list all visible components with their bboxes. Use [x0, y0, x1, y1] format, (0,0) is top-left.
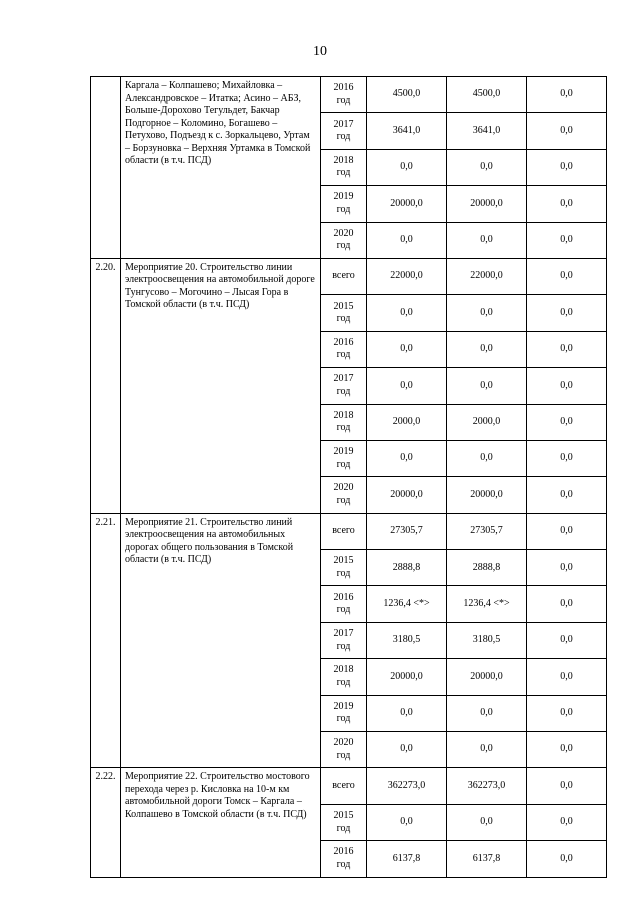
other-cell: 0,0 — [527, 222, 607, 258]
year-cell — [321, 659, 367, 695]
year-cell — [321, 841, 367, 877]
year-cell — [321, 222, 367, 258]
year-number: 2015 — [333, 810, 354, 821]
regional-cell: 22000,0 — [447, 258, 527, 294]
year-number: 2016 — [333, 336, 354, 348]
total-cell: 3180,5 — [367, 622, 447, 658]
regional-cell: 27305,7 — [447, 513, 527, 549]
year-cell — [321, 149, 367, 185]
total-cell: 2000,0 — [367, 404, 447, 440]
regional-cell: 0,0 — [447, 368, 527, 404]
item-number — [91, 77, 121, 259]
total-cell: 0,0 — [367, 368, 447, 404]
other-cell: 0,0 — [527, 804, 607, 840]
total-cell: 20000,0 — [367, 659, 447, 695]
regional-cell: 20000,0 — [447, 659, 527, 695]
year-number: 2018 — [333, 664, 354, 676]
other-cell: 0,0 — [527, 513, 607, 549]
total-cell: 0,0 — [367, 695, 447, 731]
year-word: год — [336, 494, 351, 506]
other-cell: 0,0 — [527, 768, 607, 804]
other-cell: 0,0 — [527, 550, 607, 586]
year-number: 2019 — [333, 191, 354, 203]
other-cell: 0,0 — [527, 477, 607, 513]
year-number: 2015 — [333, 555, 354, 567]
year-word: год — [336, 167, 351, 179]
year-word: год — [336, 858, 351, 870]
year-cell: всего — [321, 258, 367, 294]
other-cell: 0,0 — [527, 368, 607, 404]
year-cell — [321, 331, 367, 367]
total-cell: 20000,0 — [367, 477, 447, 513]
item-number: 2.22. — [91, 768, 121, 877]
total-cell: 0,0 — [367, 222, 447, 258]
item-number: 2.20. — [91, 258, 121, 513]
regional-cell: 0,0 — [447, 295, 527, 331]
year-number: 2019 — [333, 446, 354, 458]
total-cell: 0,0 — [367, 440, 447, 476]
year-cell — [321, 586, 367, 622]
year-cell — [321, 77, 367, 113]
year-word: год — [336, 313, 351, 325]
year-word: год — [336, 458, 351, 470]
year-cell — [321, 804, 367, 840]
year-cell — [321, 295, 367, 331]
regional-cell: 0,0 — [447, 695, 527, 731]
regional-cell: 20000,0 — [447, 186, 527, 222]
regional-cell: 1236,4 <*> — [447, 586, 527, 622]
year-word: год — [336, 131, 351, 143]
total-cell: 0,0 — [367, 804, 447, 840]
regional-cell: 2888,8 — [447, 550, 527, 586]
total-cell: 0,0 — [367, 331, 447, 367]
year-number: 2020 — [333, 227, 354, 239]
table-row — [91, 258, 607, 294]
year-cell — [321, 113, 367, 149]
year-word: год — [336, 604, 351, 616]
page-number: 10 — [313, 44, 327, 59]
regional-cell: 20000,0 — [447, 477, 527, 513]
year-word: год — [336, 240, 351, 252]
other-cell: 0,0 — [527, 295, 607, 331]
year-word: год — [336, 713, 351, 725]
regional-cell: 0,0 — [447, 149, 527, 185]
regional-cell: 6137,8 — [447, 841, 527, 877]
year-number: 2017 — [333, 373, 354, 385]
year-number: 2018 — [333, 409, 354, 421]
other-cell: 0,0 — [527, 841, 607, 877]
regional-cell: 3180,5 — [447, 622, 527, 658]
year-word: год — [336, 94, 351, 106]
year-cell: всего — [321, 768, 367, 804]
other-cell: 0,0 — [527, 440, 607, 476]
year-number: 2015 — [333, 300, 354, 312]
year-number: 2020 — [333, 737, 354, 749]
year-number: 2016 — [333, 846, 354, 858]
other-cell: 0,0 — [527, 404, 607, 440]
year-cell — [321, 404, 367, 440]
year-cell — [321, 186, 367, 222]
regional-cell: 0,0 — [447, 732, 527, 768]
year-word: год — [336, 203, 351, 215]
other-cell: 0,0 — [527, 695, 607, 731]
year-cell — [321, 622, 367, 658]
item-description: Мероприятие 21. Строительство линий электроосвещения на автомобильных дорогах общего пользования в Томской области (в т.ч. ПСД) — [121, 513, 321, 768]
year-cell: всего — [321, 513, 367, 549]
regional-cell: 2000,0 — [447, 404, 527, 440]
total-cell: 3641,0 — [367, 113, 447, 149]
year-number: 2017 — [333, 118, 354, 130]
year-number: 2017 — [333, 628, 354, 640]
other-cell: 0,0 — [527, 331, 607, 367]
total-cell: 2888,8 — [367, 550, 447, 586]
total-cell: 0,0 — [367, 295, 447, 331]
table-row — [91, 77, 607, 113]
other-cell: 0,0 — [527, 258, 607, 294]
total-cell: 0,0 — [367, 149, 447, 185]
total-cell: 362273,0 — [367, 768, 447, 804]
year-word: год — [336, 822, 351, 834]
year-number: 2019 — [333, 700, 354, 712]
year-word: год — [336, 385, 351, 397]
table-row — [91, 768, 607, 804]
regional-cell: 362273,0 — [447, 768, 527, 804]
total-cell: 1236,4 <*> — [367, 586, 447, 622]
year-number: 2016 — [333, 82, 354, 94]
total-cell: 27305,7 — [367, 513, 447, 549]
other-cell: 0,0 — [527, 77, 607, 113]
funding-table — [90, 76, 607, 878]
year-word: год — [336, 567, 351, 579]
total-cell: 22000,0 — [367, 258, 447, 294]
regional-cell: 0,0 — [447, 331, 527, 367]
other-cell: 0,0 — [527, 622, 607, 658]
regional-cell: 0,0 — [447, 440, 527, 476]
other-cell: 0,0 — [527, 113, 607, 149]
year-cell — [321, 695, 367, 731]
total-cell: 20000,0 — [367, 186, 447, 222]
funding-table-body — [91, 77, 607, 878]
year-word: год — [336, 422, 351, 434]
other-cell: 0,0 — [527, 732, 607, 768]
year-cell — [321, 732, 367, 768]
item-number: 2.21. — [91, 513, 121, 768]
total-cell: 6137,8 — [367, 841, 447, 877]
year-word: год — [336, 640, 351, 652]
regional-cell: 0,0 — [447, 222, 527, 258]
year-word: год — [336, 749, 351, 761]
total-cell: 0,0 — [367, 732, 447, 768]
year-number: 2018 — [333, 154, 354, 166]
total-cell: 4500,0 — [367, 77, 447, 113]
regional-cell: 4500,0 — [447, 77, 527, 113]
item-description: Каргала – Колпашево; Михайловка – Александровское – Итатка; Асино – АБЗ, Больше-Дорохово Тегульдет, Бакчар Подгорное – Коломино, Богашево – Петухово, Подъезд к с. Зоркальцево, Уртам – Борзуновка – Верхняя Уртамка в Томской области (в т.ч. ПСД) — [121, 77, 321, 259]
year-cell — [321, 440, 367, 476]
other-cell: 0,0 — [527, 659, 607, 695]
other-cell: 0,0 — [527, 149, 607, 185]
item-description: Мероприятие 22. Строительство мостового перехода через р. Кисловка на 10-м км автомобильной дороги Томск – Каргала – Колпашево в Томской области (в т.ч. ПСД) — [121, 768, 321, 877]
regional-cell: 0,0 — [447, 804, 527, 840]
year-cell — [321, 477, 367, 513]
regional-cell: 3641,0 — [447, 113, 527, 149]
year-number: 2020 — [333, 482, 354, 494]
other-cell: 0,0 — [527, 186, 607, 222]
year-number: 2016 — [333, 591, 354, 603]
other-cell: 0,0 — [527, 586, 607, 622]
year-cell — [321, 368, 367, 404]
year-word: год — [336, 349, 351, 361]
item-description: Мероприятие 20. Строительство линии электроосвещения на автомобильной дороге Тунгусово – Могочино – Лысая Гора в Томской области (в т.ч. ПСД) — [121, 258, 321, 513]
year-cell — [321, 550, 367, 586]
table-row — [91, 513, 607, 549]
year-word: год — [336, 676, 351, 688]
